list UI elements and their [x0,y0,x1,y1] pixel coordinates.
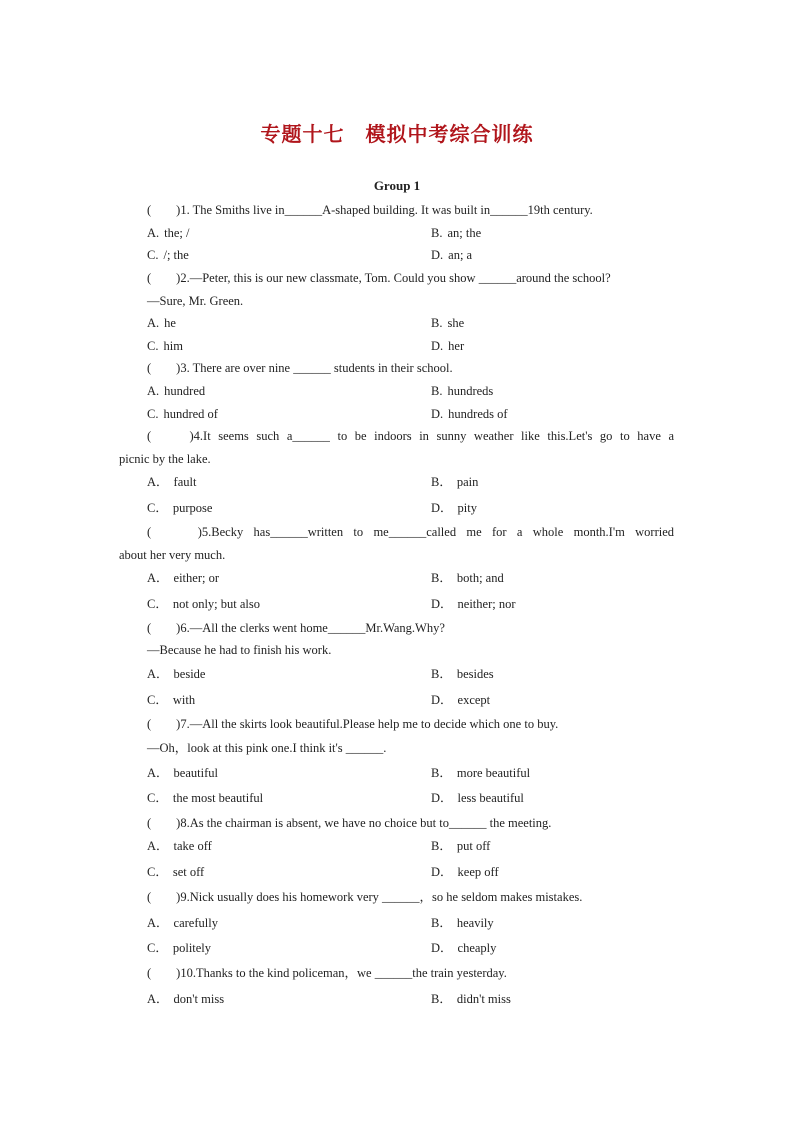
question-9-option-c [147,940,211,956]
option-text: set off [172,865,205,879]
option-letter: B. [431,384,443,398]
question-5-stem: ( )5.Becky has______written to me______called me for a whole month.I'm worried [147,525,674,539]
question-7-option-d [431,790,524,806]
question-6-option-a [147,666,205,682]
question-3-option-a [147,383,205,399]
option-text: an; a [448,248,473,262]
option-text: besides [456,667,494,681]
option-letter: D. [431,248,444,262]
question-9-option-d [431,940,496,956]
option-text: more beautiful [456,766,531,780]
option-letter: B. [431,316,443,330]
question-1-stem: ( )1. The Smiths live in______A-shaped building. It was built in______19th century. [147,203,593,217]
option-letter: C. [147,248,159,262]
option-letter: A． [147,475,169,489]
option-letter: D． [431,693,453,707]
question-4-stem-line2: picnic by the lake. [119,452,211,466]
question-5-option-b [431,570,504,586]
option-text: put off [456,839,491,853]
option-letter: D． [431,941,453,955]
question-8-option-b [431,838,490,854]
option-letter: B． [431,766,452,780]
option-text: pain [456,475,479,489]
question-10-option-b [431,991,511,1007]
option-text: cheaply [457,941,497,955]
question-1-option-b [431,225,481,241]
option-text: politely [172,941,212,955]
option-letter: A. [147,226,160,240]
option-text: /; the [163,248,189,262]
option-letter: A． [147,992,169,1006]
option-text: beside [173,667,206,681]
option-text: except [457,693,491,707]
question-10-stem: ( )10.Thanks to the kind policeman，we ______the train yesterday. [147,966,507,980]
option-text: she [447,316,465,330]
option-letter: D. [431,339,444,353]
option-letter: A． [147,667,169,681]
option-letter: D． [431,791,453,805]
question-2-option-a [147,315,176,331]
question-4-option-d [431,500,477,516]
option-text: the most beautiful [172,791,264,805]
question-9-stem: ( )9.Nick usually does his homework very ______，so he seldom makes mistakes. [147,890,583,904]
question-3-option-b [431,383,493,399]
page-title: 专题十七 模拟中考综合训练 [260,122,534,146]
question-7-stem: ( )7.—All the skirts look beautiful.Please help me to decide which one to buy. [147,717,559,731]
question-6-stem-line2: —Because he had to finish his work. [147,643,332,657]
question-4-option-a [147,474,196,490]
question-8-stem: ( )8.As the chairman is absent, we have no choice but to______ the meeting. [147,816,552,830]
option-letter: A． [147,839,169,853]
option-text: hundred of [163,407,218,421]
option-text: the; / [164,226,190,240]
option-text: pity [457,501,477,515]
option-text: take off [173,839,212,853]
option-text: not only; but also [172,597,260,611]
option-text: didn't miss [456,992,511,1006]
option-letter: C． [147,693,168,707]
option-text: both; and [456,571,504,585]
option-letter: D． [431,501,453,515]
option-letter: C. [147,407,159,421]
question-3-option-d [431,406,508,422]
question-2-option-d [431,338,464,354]
question-7-option-b [431,765,530,781]
option-text: keep off [457,865,499,879]
option-text: purpose [172,501,213,515]
option-letter: B． [431,475,452,489]
question-8-option-c [147,864,204,880]
option-letter: D． [431,597,453,611]
option-letter: C. [147,339,159,353]
question-7-stem-line2: —Oh，look at this pink one.I think it's ______. [147,741,387,755]
option-letter: A． [147,916,169,930]
option-text: he [164,316,176,330]
option-letter: A. [147,316,160,330]
question-6-option-c [147,692,195,708]
option-letter: C． [147,791,168,805]
option-text: neither; nor [457,597,516,611]
option-letter: B． [431,992,452,1006]
question-6-stem: ( )6.—All the clerks went home______Mr.Wang.Why? [147,621,445,635]
option-text: carefully [173,916,218,930]
question-5-stem-line2: about her very much. [119,548,226,562]
option-letter: B． [431,571,452,585]
option-letter: A． [147,766,169,780]
option-letter: C． [147,501,168,515]
option-text: fault [173,475,197,489]
option-text: hundred [164,384,206,398]
question-8-option-d [431,864,499,880]
option-letter: B． [431,839,452,853]
option-text: her [448,339,465,353]
option-text: either; or [173,571,219,585]
question-9-option-a [147,915,218,931]
question-5-option-a [147,570,219,586]
question-2-stem: ( )2.—Peter, this is our new classmate, Tom. Could you show ______around the school? [147,271,611,285]
option-letter: D. [431,407,444,421]
option-text: hundreds [447,384,494,398]
option-letter: A. [147,384,160,398]
question-4-stem: ( )4.It seems such a______ to be indoors in sunny weather like this.Let's go to have a [147,429,674,443]
option-letter: B. [431,226,443,240]
question-3-stem: ( )3. There are over nine ______ students in their school. [147,361,453,375]
option-letter: C． [147,597,168,611]
option-letter: D． [431,865,453,879]
question-6-option-b [431,666,494,682]
question-9-option-b [431,915,494,931]
question-4-option-c [147,500,212,516]
option-letter: B． [431,916,452,930]
option-text: less beautiful [457,791,524,805]
option-text: beautiful [173,766,218,780]
question-1-option-d [431,247,472,263]
option-letter: C． [147,941,168,955]
question-5-option-c [147,596,260,612]
question-8-option-a [147,838,212,854]
question-7-option-a [147,765,218,781]
option-text: him [163,339,183,353]
group-title: Group 1 [373,178,421,193]
question-2-option-c [147,338,183,354]
option-text: heavily [456,916,494,930]
option-letter: A． [147,571,169,585]
option-text: hundreds of [448,407,508,421]
question-10-option-a [147,991,224,1007]
question-7-option-c [147,790,263,806]
option-text: don't miss [173,992,225,1006]
question-1-option-c [147,247,189,263]
option-text: an; the [447,226,482,240]
question-2-option-b [431,315,464,331]
question-3-option-c [147,406,218,422]
question-4-option-b [431,474,478,490]
question-2-stem-line2: —Sure, Mr. Green. [147,294,244,308]
question-6-option-d [431,692,490,708]
option-text: with [172,693,196,707]
question-1-option-a [147,225,190,241]
option-letter: C． [147,865,168,879]
option-letter: B． [431,667,452,681]
question-5-option-d [431,596,516,612]
